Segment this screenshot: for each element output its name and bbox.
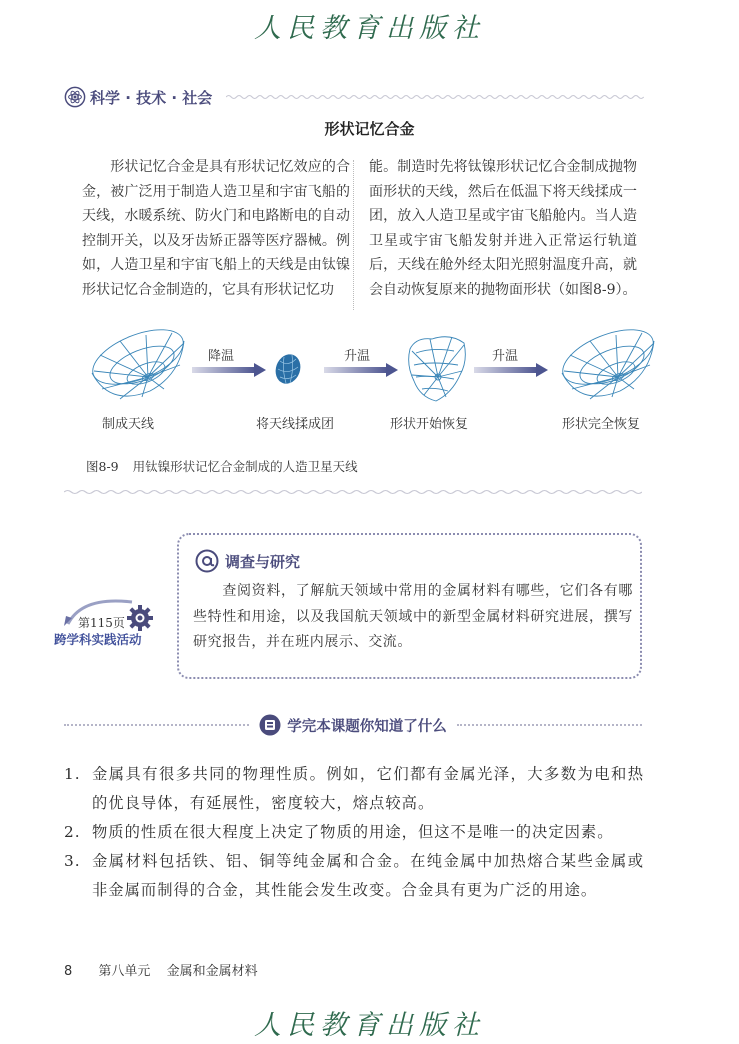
summary-title: 学完本课题你知道了什么 xyxy=(287,718,447,735)
item-text: 物质的性质在很大程度上决定了物质的用途，但这不是唯一的决定因素。 xyxy=(92,823,614,841)
activity-label: 跨学科实践活动 xyxy=(54,632,142,647)
unit-title: 金属和金属材料 xyxy=(166,964,258,979)
article-title: 形状记忆合金 xyxy=(324,120,415,138)
figure-caption-text: 用钛镍形状记忆合金制成的人造卫星天线 xyxy=(132,459,358,474)
column-divider xyxy=(353,160,354,310)
parabolic-antenna-icon xyxy=(80,325,190,405)
figure-caption xyxy=(86,457,358,475)
section-header xyxy=(64,84,644,110)
item-number: 2. xyxy=(64,823,81,841)
research-header xyxy=(195,549,300,573)
wave-divider xyxy=(226,93,644,101)
summary-header xyxy=(64,712,642,738)
dotted-divider-right xyxy=(457,724,642,726)
dotted-divider-left xyxy=(64,724,249,726)
research-title: 调查与研究 xyxy=(225,552,301,571)
parabolic-antenna-icon xyxy=(550,325,660,405)
publisher-watermark-top: 人民教育出版社 xyxy=(254,13,485,44)
list-item xyxy=(64,760,644,818)
item-number: 3. xyxy=(64,852,81,870)
recovering-antenna-icon xyxy=(402,331,472,407)
research-body: 查阅资料，了解航天领域中常用的金属材料有哪些，它们各有哪些特性和用途，以及我国航天领域中的新型金属材料研究进展，撰写研究报告，并在班内展示、交流。 xyxy=(193,583,633,650)
research-box xyxy=(177,533,642,679)
list-item xyxy=(64,847,644,905)
unit-label: 第八单元 xyxy=(98,964,151,979)
arrow-label: 升温 xyxy=(344,349,371,364)
gear-icon xyxy=(126,604,154,632)
publisher-watermark-bottom: 人民教育出版社 xyxy=(254,1010,485,1041)
stage-label: 形状开始恢复 xyxy=(390,417,469,432)
article-column-right: 能。制造时先将钛镍形状记忆合金制成抛物面形状的天线，然后在低温下将天线揉成一团，放入人造卫星或宇宙飞船舱内。当人造卫星或宇宙飞船发射并进入正常运行轨道后，天线在舱外经太阳光照射温度升高，就会自动恢复原来的抛物面形状（如图8-9）。 xyxy=(369,159,637,298)
item-number: 1. xyxy=(64,765,81,783)
list-item xyxy=(64,818,644,847)
stage-label: 形状完全恢复 xyxy=(562,417,641,432)
book-hand-icon xyxy=(259,714,281,736)
arrow-label: 降温 xyxy=(208,349,235,364)
cross-link-activity[interactable] xyxy=(54,592,164,652)
figure-number: 图8-9 xyxy=(86,459,119,474)
page-number: 8 xyxy=(64,964,73,979)
atom-icon xyxy=(64,86,86,108)
stage-label: 将天线揉成团 xyxy=(256,417,335,432)
stage-label: 制成天线 xyxy=(102,417,155,432)
page-footer xyxy=(64,960,258,979)
item-text: 金属具有很多共同的物理性质。例如，它们都有金属光泽，大多数为电和热的优良导体，有延展性，密度较大，熔点较高。 xyxy=(92,765,644,812)
crumpled-antenna-icon xyxy=(270,349,306,389)
wave-divider xyxy=(64,487,642,497)
arrow-right-icon xyxy=(192,361,266,379)
figure-8-9 xyxy=(80,325,660,435)
at-sign-icon xyxy=(195,549,219,573)
arrow-label: 升温 xyxy=(492,349,519,364)
arrow-right-icon xyxy=(474,361,548,379)
summary-list xyxy=(64,760,644,905)
item-text: 金属材料包括铁、铝、铜等纯金属和合金。在纯金属中加热熔合某些金属或非金属而制得的合金，其性能会发生改变。合金具有更为广泛的用途。 xyxy=(92,852,644,899)
arrow-right-icon xyxy=(324,361,398,379)
page-reference: 第115页 xyxy=(78,616,125,630)
section-label: 科学 · 技术 · 社会 xyxy=(90,88,213,107)
article-column-left: 形状记忆合金是具有形状记忆效应的合金，被广泛用于制造人造卫星和宇宙飞船的天线，水暖系统、防火门和电路断电的自动控制开关，以及牙齿矫正器等医疗器械。例如，人造卫星和宇宙飞船上的天线是由钛镍形状记忆合金制造的，它具有形状记忆功 xyxy=(82,159,350,298)
